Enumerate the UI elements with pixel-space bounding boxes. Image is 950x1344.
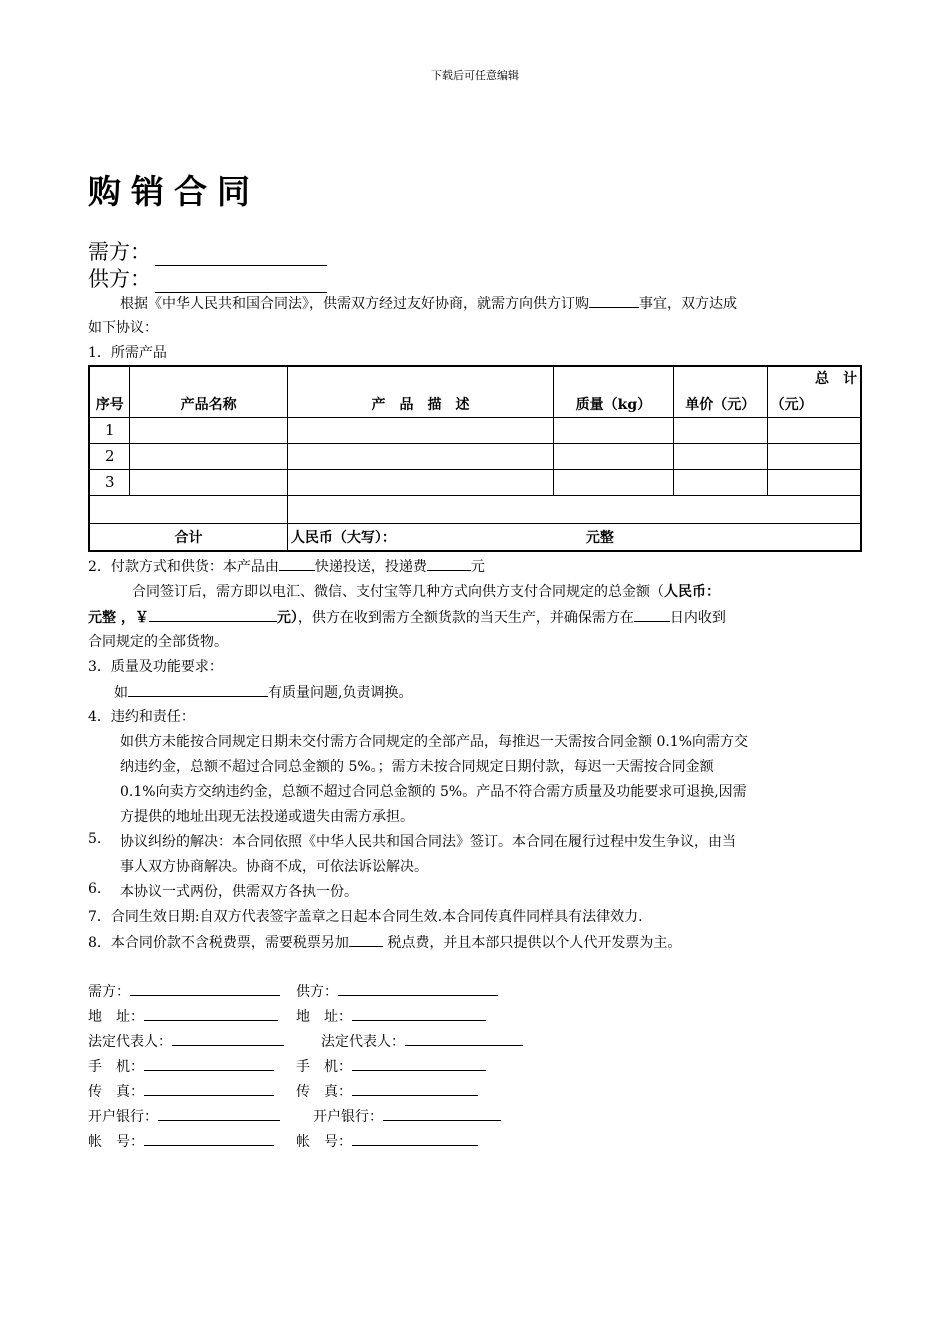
sum-unit: 元整: [585, 529, 614, 546]
buyer-label: 需方：: [88, 240, 151, 264]
cell-qty[interactable]: [554, 469, 674, 495]
section-4-line-4: 方提供的地址出现无法投递或遗失由需方承担。: [120, 809, 414, 825]
sig-label: 帐 号：: [88, 1134, 144, 1150]
header-total-line2: （元）: [770, 396, 813, 413]
header-name: 产品名称: [130, 366, 287, 417]
sig-fax-left: [88, 1081, 274, 1101]
row-index: 2: [89, 443, 130, 469]
sig-label: 地 址：: [296, 1009, 352, 1025]
s2-text-line3d: 日内收到: [669, 610, 726, 626]
s8-text-b: 税点费，并且本部只提供以个人代开发票为主。: [387, 935, 682, 951]
sig-label: 法定代表人：: [88, 1034, 172, 1050]
s2-yuan-close: 元）: [276, 610, 298, 626]
seller-label: 供方：: [88, 267, 151, 291]
section-4-line-1: 如供方未能按合同规定日期未交付需方合同规定的全部产品，每推迟一天需按合同金额 0.1%向需方交: [120, 734, 749, 750]
table-row: [89, 443, 861, 469]
sum-label: 合计: [89, 523, 287, 551]
cell-total[interactable]: [767, 417, 861, 443]
sig-fax-right: [296, 1081, 478, 1101]
sig-label: 帐 号：: [296, 1134, 352, 1150]
sig-field[interactable]: [405, 1031, 523, 1046]
section-3-title: 3．质量及功能要求：: [88, 659, 223, 675]
header-price: 单价（元）: [673, 366, 767, 417]
table-row: [89, 469, 861, 495]
product-blank[interactable]: [589, 292, 639, 308]
quality-blank[interactable]: [128, 681, 268, 697]
sig-label: 手 机：: [88, 1059, 144, 1075]
sig-label: 传 真：: [88, 1084, 144, 1100]
products-table: [88, 365, 862, 552]
sig-seller-row: [296, 981, 498, 1001]
section-4-line-2: 纳违约金，总额不超过合同总金额的 5%。；需方未按合同规定日期付款，每迟一天需按合同金额: [120, 759, 714, 775]
s2-text-line2a: 合同签订后，需方即以电汇、微信、支付宝等几种方式向供方支付合同规定的总金额（: [132, 584, 664, 600]
sig-label: 需方：: [88, 984, 130, 1000]
s2-text-a: 2．付款方式和供货：本产品由: [88, 559, 279, 575]
sum-rmb-label: 人民币（大写）：: [290, 529, 396, 546]
section-4-title: 4．违约和责任：: [88, 709, 195, 725]
s2-rmb-label: 人民币：: [664, 584, 720, 600]
days-blank[interactable]: [634, 606, 670, 622]
cell-qty[interactable]: [554, 443, 674, 469]
sig-address-right: [296, 1006, 486, 1026]
sig-label: 供方：: [296, 984, 338, 1000]
sig-field[interactable]: [144, 1006, 278, 1021]
header-desc: 产 品 描 述: [287, 366, 553, 417]
section-8-line: [88, 931, 681, 952]
sig-rep-left: [88, 1031, 284, 1051]
sig-bank-right: [313, 1106, 501, 1126]
section-7-text: 7．合同生效日期:自双方代表签字盖章之日起本合同生效.本合同传真件同样具有法律效力.: [88, 909, 643, 925]
header-total-line1: 总 计: [815, 370, 857, 387]
s2-text-c: 元: [470, 559, 485, 575]
section-6-num: 6.: [88, 881, 102, 897]
cell-desc[interactable]: [287, 443, 553, 469]
intro-text-a: 根据《中华人民共和国合同法》，供需双方经过友好协商，就需方向供方订购: [120, 296, 589, 312]
s2-yuan-label: 元整 ，￥: [88, 610, 149, 626]
sig-label: 手 机：: [296, 1059, 352, 1075]
sig-field[interactable]: [158, 1106, 280, 1121]
cell-name[interactable]: [130, 443, 287, 469]
sig-account-left: [88, 1131, 274, 1151]
section-1-title: 1．所需产品: [88, 345, 167, 361]
shipping-fee-blank[interactable]: [427, 555, 471, 571]
intro-line-2: 如下协议：: [88, 320, 158, 336]
blank-cell-left: [89, 495, 287, 523]
blank-cell-right[interactable]: [287, 495, 861, 523]
cell-name[interactable]: [130, 469, 287, 495]
intro-line-1: [120, 292, 737, 313]
sig-buyer-row: [88, 981, 280, 1001]
section-5-num: 5.: [88, 831, 102, 847]
sig-account-right: [296, 1131, 478, 1151]
sig-field[interactable]: [172, 1031, 284, 1046]
s3-text-a: 如: [114, 685, 128, 701]
table-header-row: [89, 366, 861, 417]
sig-field[interactable]: [130, 981, 280, 996]
table-row: [89, 417, 861, 443]
header-index: 序号: [89, 366, 130, 417]
row-index: 3: [89, 469, 130, 495]
s2-text-b: 快递投送，投递费: [314, 559, 427, 575]
contract-title: 购销合同: [88, 172, 260, 211]
sig-field[interactable]: [144, 1081, 274, 1096]
table-blank-row: [89, 495, 861, 523]
seller-line: [88, 263, 327, 293]
section-3-line: [114, 681, 412, 702]
cell-desc[interactable]: [287, 417, 553, 443]
section-2-line-2: [132, 581, 720, 601]
sig-label: 传 真：: [296, 1084, 352, 1100]
sig-phone-right: [296, 1056, 486, 1076]
sig-bank-left: [88, 1106, 280, 1126]
section-2-line-4: 合同规定的全部货物。: [88, 634, 228, 650]
sig-label: 法定代表人：: [321, 1034, 405, 1050]
sig-field[interactable]: [144, 1056, 274, 1071]
cell-name[interactable]: [130, 417, 287, 443]
seller-name-field[interactable]: [155, 272, 327, 293]
page-header-note: 下载后可任意编辑: [431, 69, 519, 82]
sig-field[interactable]: [352, 1131, 478, 1146]
cell-total[interactable]: [767, 469, 861, 495]
s8-text-a: 8．本合同价款不含税费票，需要税票另加: [88, 935, 349, 951]
courier-blank[interactable]: [279, 555, 315, 571]
intro-text-b: 事宜，双方达成: [639, 296, 737, 312]
row-index: 1: [89, 417, 130, 443]
section-5-line-2: 事人双方协商解决。协商不成，可依法诉讼解决。: [120, 859, 428, 875]
sig-field[interactable]: [352, 1081, 478, 1096]
s3-text-b: 有质量问题,负责调换。: [268, 685, 413, 701]
sig-label: 开户银行：: [88, 1109, 158, 1125]
sig-field[interactable]: [352, 1006, 486, 1021]
sig-field[interactable]: [352, 1056, 486, 1071]
sig-label: 开户银行：: [313, 1109, 383, 1125]
table-sum-row: [89, 523, 861, 551]
sig-rep-right: [321, 1031, 523, 1051]
section-4-line-3: 0.1%向卖方交纳违约金，总额不超过合同总金额的 5%。产品不符合需方质量及功能要求可退换,因需: [120, 784, 747, 800]
sig-field[interactable]: [383, 1106, 501, 1121]
sig-address-left: [88, 1006, 278, 1026]
header-total: [767, 366, 861, 417]
amount-blank[interactable]: [149, 606, 277, 622]
sig-label: 地 址：: [88, 1009, 144, 1025]
cell-price[interactable]: [673, 417, 767, 443]
cell-price[interactable]: [673, 469, 767, 495]
sig-phone-left: [88, 1056, 274, 1076]
cell-total[interactable]: [767, 443, 861, 469]
sig-field[interactable]: [144, 1131, 274, 1146]
cell-price[interactable]: [673, 443, 767, 469]
s2-text-line3c: ，供方在收到需方全额货款的当天生产，并确保需方在: [297, 610, 634, 626]
section-5-line-1: 协议纠纷的解决：本合同依照《中华人民共和国合同法》签订。本合同在履行过程中发生争议，由当: [120, 834, 736, 850]
section-2-line-3: [88, 606, 726, 627]
sig-field[interactable]: [338, 981, 498, 996]
section-2-line-1: [88, 555, 485, 576]
header-qty: 质量（kg）: [554, 366, 674, 417]
section-6-text: 本协议一式两份，供需双方各执一份。: [120, 884, 358, 900]
tax-rate-blank[interactable]: [349, 931, 383, 947]
sum-amount[interactable]: [287, 523, 861, 551]
buyer-line: [88, 236, 327, 266]
cell-desc[interactable]: [287, 469, 553, 495]
cell-qty[interactable]: [554, 417, 674, 443]
